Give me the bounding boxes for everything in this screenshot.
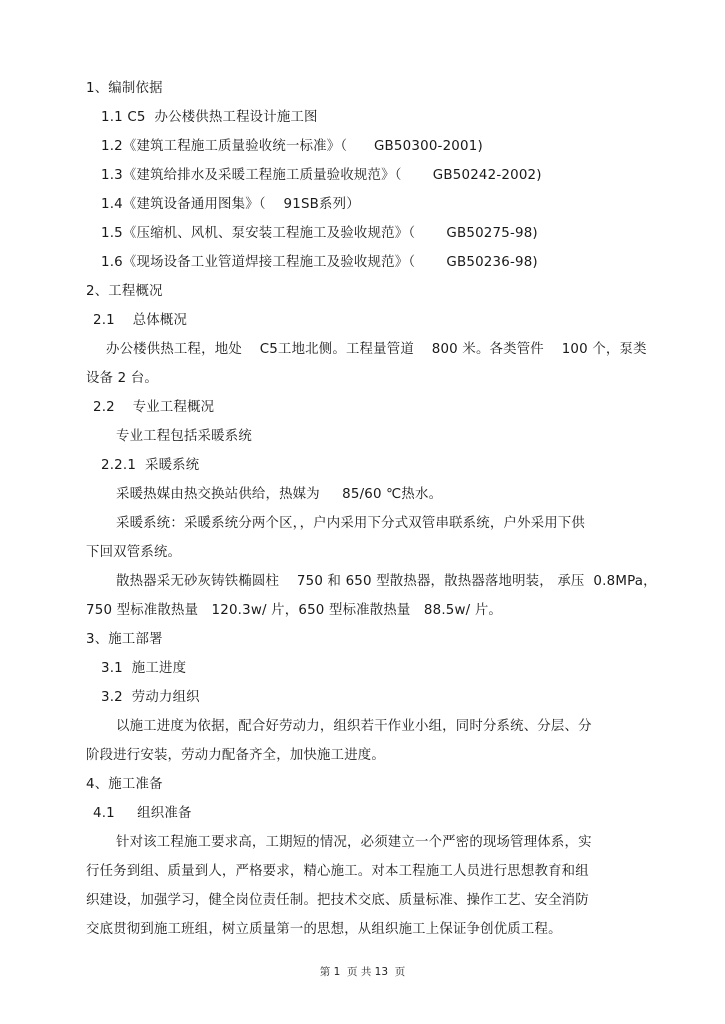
list-item: 1.1 C5 办公楼供热工程设计施工图 [101,110,318,125]
paragraph-line: 针对该工程施工要求高，工期短的情况，必须建立一个严密的现场管理体系，实 [116,835,592,850]
paragraph-line: 采暖系统：采暖系统分两个区，，户内采用下分式双管串联系统，户外采用下供 [116,516,585,531]
paragraph-line: 阶段进行安装，劳动力配备齐全，加快施工进度。 [86,748,385,763]
section-heading-4: 4、施工准备 [86,777,163,792]
section-heading-1: 1、编制依据 [86,81,163,96]
paragraph-line: 行任务到组、质量到人，严格要求，精心施工。对本工程施工人员进行思想教育和组 [86,864,589,879]
page-footer: 第 1 页 共 13 页 [319,966,406,978]
subsection-heading: 4.1 组织准备 [93,806,192,821]
paragraph-line: 专业工程包括采暖系统 [116,429,252,444]
subsection-heading: 2.2 专业工程概况 [93,400,215,415]
subsection-heading: 2.1 总体概况 [93,313,188,328]
paragraph-line: 交底贯彻到施工班组，树立质量第一的思想，从组织施工上保证争创优质工程。 [86,922,562,937]
paragraph-line: 办公楼供热工程，地处 C5工地北侧。工程量管道 800 米。各类管件 100 个，泵类 [106,342,647,357]
paragraph-line: 散热器采无砂灰铸铁椭圆柱 750 和 650 型散热器，散热器落地明装， 承压 0.8MPa， [116,574,657,589]
section-heading-2: 2、工程概况 [86,284,163,299]
subsection-heading: 3.1 施工进度 [101,661,187,676]
list-item: 1.4《建筑设备通用图集》（ 91SB系列） [101,197,360,212]
list-item: 1.2《建筑工程施工质量验收统一标准》（ GB50300-2001) [101,139,483,154]
section-heading-3: 3、施工部署 [86,632,163,647]
subsection-heading: 2.2.1 采暖系统 [101,458,200,473]
paragraph-line: 采暖热媒由热交换站供给，热媒为 85/60 ℃热水。 [116,487,443,502]
paragraph-line: 织建设，加强学习，健全岗位责任制。把技术交底、质量标准、操作工艺、安全消防 [86,893,589,908]
list-item: 1.3《建筑给排水及采暖工程施工质量验收规范》（ GB50242-2002) [101,168,542,183]
paragraph-line: 设备 2 台。 [86,371,158,386]
paragraph-line: 750 型标准散热量 120.3w/ 片，650 型标准散热量 88.5w/ 片。 [86,603,503,618]
paragraph-line: 以施工进度为依据，配合好劳动力，组织若干作业小组，同时分系统、分层、分 [116,719,592,734]
subsection-heading: 3.2 劳动力组织 [101,690,200,705]
list-item: 1.6《现场设备工业管道焊接工程施工及验收规范》（ GB50236-98) [101,255,538,270]
paragraph-line: 下回双管系统。 [86,545,182,560]
list-item: 1.5《压缩机、风机、泵安装工程施工及验收规范》（ GB50275-98) [101,226,538,241]
